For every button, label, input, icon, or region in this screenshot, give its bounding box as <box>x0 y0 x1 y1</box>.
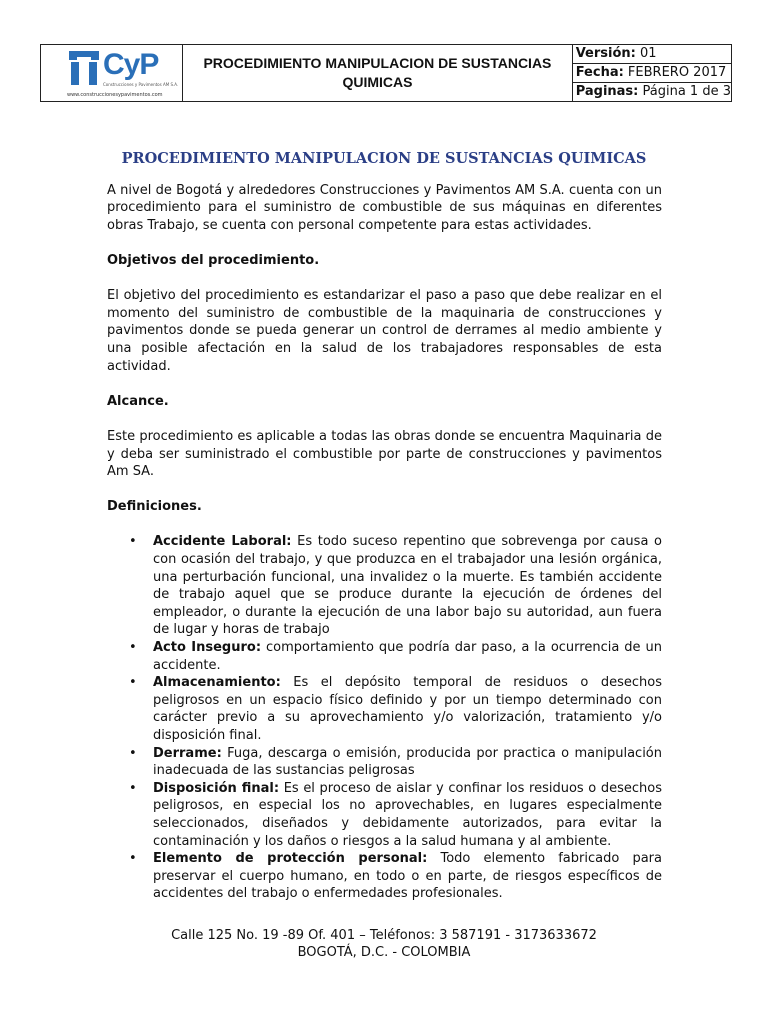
list-item <box>153 639 662 674</box>
footer-city: BOGOTÁ, D.C. - COLOMBIA <box>297 945 471 960</box>
list-item <box>153 780 662 850</box>
company-logo-icon <box>67 49 101 87</box>
date-row <box>573 64 731 83</box>
definition-text: Fuga, descarga o emisión, producida por practica o manipulación inadecuada de las sustancias peligrosas <box>153 745 662 779</box>
definition-term: Acto Inseguro: <box>153 640 262 656</box>
pages-row <box>573 83 731 101</box>
logo-url: www.construccionesypavimentos.com <box>67 92 163 98</box>
logo-tagline: Construcciones y Pavimentos AM S.A. <box>103 82 179 87</box>
date-value: FEBRERO 2017 <box>623 65 727 80</box>
definitions-list <box>107 533 662 902</box>
document-title: PROCEDIMIENTO MANIPULACION DE SUSTANCIAS QUIMICAS <box>121 150 647 167</box>
definitions-heading: Definiciones. <box>107 499 202 515</box>
definition-term: Elemento de protección personal: <box>153 851 428 867</box>
definition-text: Es el proceso de aislar y confinar los residuos o desechos peligrosos, en especial los no aprovechables, en lugares especialmente seleccionados, diseñados y debidamente autorizados, para evitar la contaminación y los daños o riesgos a la salud humana y al ambiente. <box>153 780 662 849</box>
definition-text: comportamiento que podría dar paso, a la ocurrencia de un accidente. <box>153 640 662 673</box>
list-item <box>153 533 662 639</box>
document-header-table <box>40 44 732 102</box>
version-value: 01 <box>635 46 657 61</box>
objectives-paragraph: El objetivo del procedimiento es estandarizar el paso a paso que debe realizar en el momento del suministro de combustible de la maquinaria de construcciones y pavimentos donde se pueda generar un control de derrames al medio ambiente y una posible afectación en la salud de los trabajadores responsables de esta actividad. <box>107 288 662 374</box>
objectives-heading: Objetivos del procedimiento. <box>107 252 320 268</box>
date-label: Fecha: <box>575 65 624 80</box>
definition-term: Disposición final: <box>153 780 280 796</box>
logo-text: CyP <box>103 48 159 81</box>
definition-text: Es todo suceso repentino que sobrevenga por causa o con ocasión del trabajo, y que produzca en el trabajador una lesión orgánica, una perturbación funcional, una invalidez o la muerte. Es también accidente de trabajo aquel que se produce durante la ejecución de órdenes del empleador, o durante la ejecución de una labor bajo su autoridad, aun fuera de lugar y horas de trabajo <box>153 534 662 638</box>
document-body <box>107 164 662 903</box>
logo-cell <box>41 45 183 101</box>
definition-term: Derrame: <box>153 745 222 761</box>
list-item <box>153 745 662 780</box>
header-title: PROCEDIMIENTO MANIPULACION DE SUSTANCIAS QUIMICAS <box>183 45 573 101</box>
footer-address: Calle 125 No. 19 -89 Of. 401 – Teléfonos: 3 587191 - 3173633672 <box>171 928 597 943</box>
version-label: Versión: <box>575 46 636 61</box>
version-row <box>573 45 731 64</box>
meta-cell <box>573 45 731 101</box>
list-item <box>153 674 662 744</box>
definition-term: Accidente Laboral: <box>153 534 292 550</box>
intro-paragraph: A nivel de Bogotá y alrededores Construcciones y Pavimentos AM S.A. cuenta con un procedimiento para el suministro de combustible de sus máquinas en diferentes obras Trabajo, se cuenta con personal competente para estas actividades. <box>107 182 662 233</box>
definition-text: Todo elemento fabricado para preservar el cuerpo humano, en todo o en parte, de riesgos específicos de accidentes del trabajo o enfermedades profesionales. <box>153 851 662 902</box>
list-item <box>153 850 662 903</box>
pages-value: Página 1 de 3 <box>638 84 731 99</box>
scope-heading: Alcance. <box>107 393 169 409</box>
pages-label: Paginas: <box>575 84 639 99</box>
scope-paragraph: Este procedimiento es aplicable a todas las obras donde se encuentra Maquinaria de y deba ser suministrado el combustible por parte de construcciones y pavimentos Am SA. <box>107 428 662 480</box>
definition-text: Es el depósito temporal de residuos o desechos peligrosos en un espacio físico definido y por un tiempo determinado con carácter previo a su aprovechamiento y/o valorización, tratamiento y/o disposición final. <box>153 675 662 743</box>
definition-term: Almacenamiento: <box>153 675 281 691</box>
